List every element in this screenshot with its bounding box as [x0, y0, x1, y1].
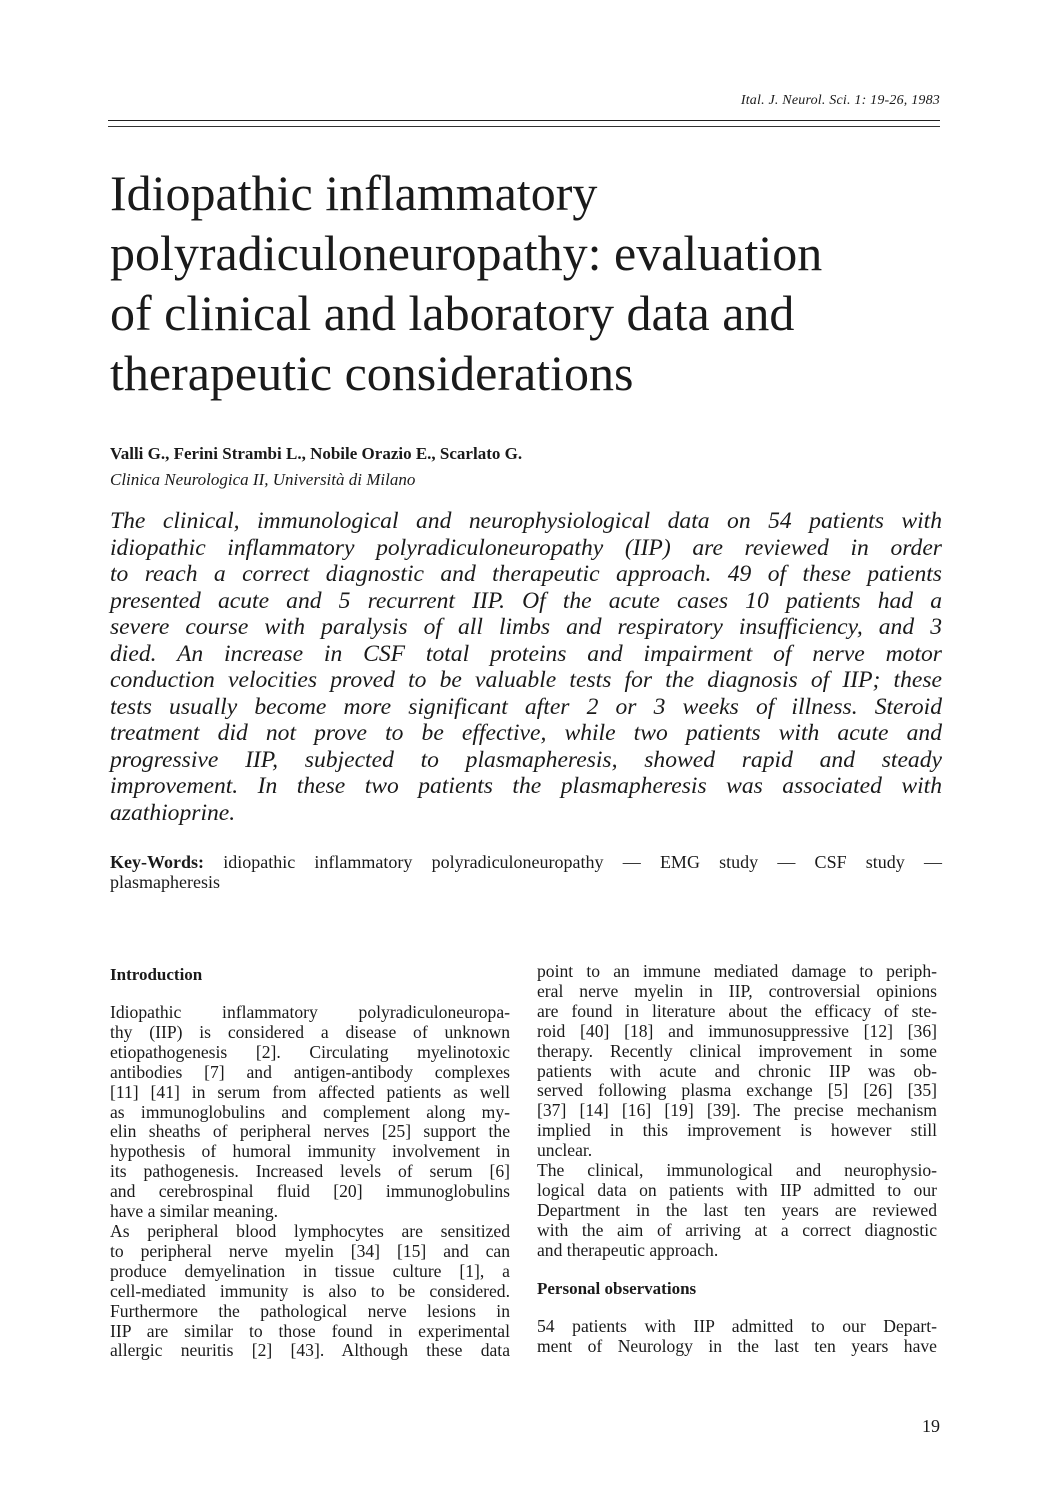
- keywords-label: Key-Words:: [110, 852, 204, 872]
- text-line: and cerebrospinal fluid [20] immunoglobulins: [110, 1181, 510, 1202]
- text-line: with the aim of arriving at a correct diagnostic: [537, 1219, 937, 1240]
- journal-reference: Ital. J. Neurol. Sci. 1: 19-26, 1983: [740, 93, 940, 108]
- text-line: Department in the last ten years are reviewed: [537, 1199, 937, 1220]
- text-line: eral nerve myelin in IIP, controversial opinions: [537, 980, 937, 1001]
- page-number: 19: [922, 1416, 940, 1436]
- abstract-line: tests usually become more significant after 2 or 3 weeks of illness. Steroid: [110, 693, 942, 720]
- text-line: allergic neuritis [2] [43]. Although these data: [110, 1340, 510, 1361]
- text-line: implied in this improvement is however still: [537, 1120, 937, 1141]
- authors: Valli G., Ferini Strambi L., Nobile Orazio E., Scarlato G.: [110, 444, 523, 463]
- header-rule: [108, 120, 940, 121]
- text-line: unclear.: [537, 1140, 593, 1161]
- text-line: logical data on patients with IIP admitted to our: [537, 1179, 937, 1200]
- keywords-line: plasmapheresis: [110, 872, 220, 892]
- abstract: [110, 508, 942, 826]
- text-line: patients with acute and chronic IIP was ob-: [537, 1060, 937, 1081]
- text-line: roid [40] [18] and immunosuppressive [12] [36]: [537, 1020, 937, 1041]
- text-line: [11] [41] in serum from affected patients as well: [110, 1081, 510, 1102]
- title-line: Idiopathic inflammatory: [110, 165, 598, 221]
- text-line: point to an immune mediated damage to periph-: [537, 961, 937, 981]
- abstract-line: presented acute and 5 recurrent IIP. Of the acute cases 10 patients had a: [110, 587, 942, 614]
- text-line: elin sheaths of peripheral nerves [25] support the: [110, 1121, 510, 1142]
- right-column: [537, 962, 937, 1356]
- abstract-line: conduction velocities proved to be valuable tests for the diagnosis of IIP; these: [110, 667, 942, 693]
- text-line: therapy. Recently clinical improvement in some: [537, 1040, 937, 1061]
- text-line: cell-mediated immunity is also to be considered.: [110, 1280, 510, 1301]
- keywords-text: idiopathic inflammatory polyradiculoneuropathy — EMG study — CSF study —: [223, 852, 943, 872]
- affiliation: Clinica Neurologica II, Università di Milano: [110, 470, 416, 489]
- text-line: thy (IIP) is considered a disease of unknown: [110, 1021, 510, 1042]
- section-heading-personal-observations: Personal observations: [537, 1278, 697, 1298]
- abstract-line: treatment did not prove to be effective, while two patients with acute and: [110, 720, 942, 746]
- abstract-line: severe course with paralysis of all limbs and respiratory insufficiency, and 3: [110, 614, 942, 640]
- text-line: served following plasma exchange [5] [26] [35]: [537, 1080, 937, 1101]
- section-heading-introduction: Introduction: [110, 965, 203, 984]
- text-line: and therapeutic approach.: [537, 1239, 719, 1260]
- text-line: Idiopathic inflammatory polyradiculoneuropa-: [110, 1002, 510, 1022]
- text-line: its pathogenesis. Increased levels of serum [6]: [110, 1161, 510, 1182]
- text-line: Furthermore the pathological nerve lesions in: [110, 1300, 510, 1321]
- text-line: As peripheral blood lymphocytes are sensitized: [110, 1220, 510, 1241]
- keywords-line: [110, 852, 942, 872]
- title-line: of clinical and laboratory data and: [110, 285, 795, 341]
- title-line: polyradiculoneuropathy: evaluation: [110, 225, 823, 281]
- header-rule-secondary: [108, 126, 940, 127]
- text-line: etiopathogenesis [2]. Circulating myelinotoxic: [110, 1041, 510, 1062]
- abstract-line: to reach a correct diagnostic and therapeutic approach. 49 of these patients: [110, 561, 942, 587]
- text-line: as immunoglobulins and complement along my-: [110, 1101, 510, 1122]
- abstract-line: azathioprine.: [110, 799, 236, 826]
- abstract-line: improvement. In these two patients the plasmapheresis was associated with: [110, 773, 942, 799]
- text-line: [37] [14] [16] [19] [39]. The precise mechanism: [537, 1100, 937, 1121]
- text-line: have a similar meaning.: [110, 1201, 279, 1222]
- text-line: The clinical, immunological and neurophysio-: [537, 1160, 937, 1181]
- keywords: [110, 852, 942, 892]
- left-column: [110, 964, 510, 1361]
- abstract-line: The clinical, immunological and neurophysiological data on 54 patients with: [110, 508, 942, 534]
- text-line: hypothesis of humoral immunity involvement in: [110, 1141, 510, 1162]
- article-title: [110, 163, 950, 403]
- abstract-line: died. An increase in CSF total proteins and impairment of nerve motor: [110, 640, 942, 667]
- text-line: to peripheral nerve myelin [34] [15] and can: [110, 1240, 510, 1261]
- text-line: 54 patients with IIP admitted to our Depart-: [537, 1315, 937, 1336]
- abstract-line: progressive IIP, subjected to plasmapheresis, showed rapid and steady: [110, 746, 942, 773]
- text-line: IIP are similar to those found in experimental: [110, 1320, 510, 1341]
- text-line: produce demyelination in tissue culture [1], a: [110, 1260, 510, 1281]
- text-line: antibodies [7] and antigen-antibody complexes: [110, 1061, 510, 1082]
- abstract-line: idiopathic inflammatory polyradiculoneuropathy (IIP) are reviewed in order: [110, 534, 942, 561]
- text-line: are found in literature about the efficacy of ste-: [537, 1000, 937, 1021]
- title-line: therapeutic considerations: [110, 345, 634, 401]
- text-line: ment of Neurology in the last ten years have: [537, 1335, 937, 1356]
